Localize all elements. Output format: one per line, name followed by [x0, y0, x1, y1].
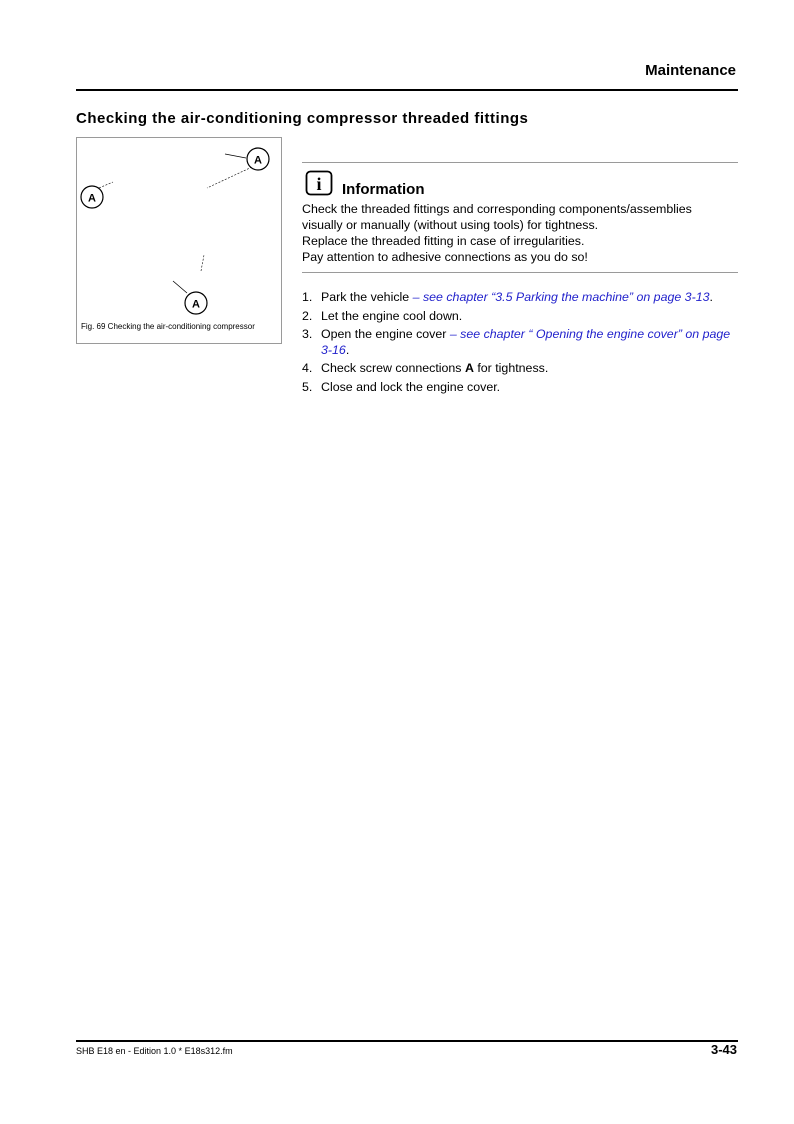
step-number: 3.: [302, 327, 313, 341]
information-line: Replace the threaded fitting in case of irregularities.: [302, 234, 585, 248]
callout-a: [185, 292, 207, 314]
header-rule: [76, 89, 738, 91]
step-number: 4.: [302, 361, 313, 375]
callout-label: A: [192, 298, 200, 311]
information-line: Pay attention to adhesive connections as you do so!: [302, 250, 588, 264]
procedure-steps: [302, 290, 742, 398]
leader-line: [173, 281, 187, 293]
callout-a: [247, 148, 269, 170]
step-text: Let the engine cool down.: [321, 308, 463, 323]
step-item: [302, 361, 742, 377]
page-title: Checking the air-conditioning compressor threaded fittings: [76, 110, 529, 127]
figure: [76, 137, 282, 344]
step-text: Check screw connections: [321, 361, 465, 375]
step-text-after: for tightness.: [473, 361, 549, 375]
leader-line: [225, 154, 246, 158]
step-punctuation: .: [345, 342, 350, 357]
footer-rule: [76, 1040, 738, 1042]
leader-line: [99, 182, 113, 188]
information-rule-bottom: [302, 272, 738, 273]
step-number: 2.: [302, 308, 313, 323]
step-text: Close and lock the engine cover.: [321, 379, 501, 394]
step-item: [302, 327, 742, 358]
information-line: Check the threaded fittings and corresponding components/assemblies: [302, 202, 692, 216]
leader-line: [207, 167, 252, 188]
section-header: Maintenance: [645, 62, 736, 79]
figure-drawing: [77, 138, 283, 345]
chapter-link[interactable]: – see chapter “3.5 Parking the machine” on page 3-13: [412, 290, 710, 304]
leader-line: [201, 255, 204, 271]
callout-reference: A: [464, 361, 474, 375]
callout-label: A: [88, 192, 96, 205]
step-punctuation: .: [709, 290, 713, 304]
step-item: [302, 380, 742, 396]
page-number: 3-43: [710, 1042, 737, 1057]
chapter-link[interactable]: – see chapter “ Opening the engine cover” on page 3-16: [321, 327, 731, 357]
information-icon: [305, 170, 333, 196]
step-item: [302, 290, 742, 306]
footer-document-id: SHB E18 en - Edition 1.0 * E18s312.fm: [76, 1046, 233, 1056]
information-title: Information: [342, 181, 425, 198]
callout-a: [81, 186, 103, 208]
step-number: 1.: [302, 290, 313, 304]
step-text: Open the engine cover: [321, 327, 450, 341]
information-rule-top: [302, 162, 738, 163]
callout-label: A: [254, 154, 262, 167]
information-line: visually or manually (without using tools) for tightness.: [302, 218, 599, 232]
step-number: 5.: [302, 379, 313, 394]
step-item: [302, 309, 742, 325]
information-icon-glyph: i: [316, 174, 322, 194]
information-body: [302, 201, 742, 265]
step-text: Park the vehicle: [321, 290, 413, 304]
figure-caption: Fig. 69 Checking the air-conditioning compressor: [81, 322, 255, 331]
